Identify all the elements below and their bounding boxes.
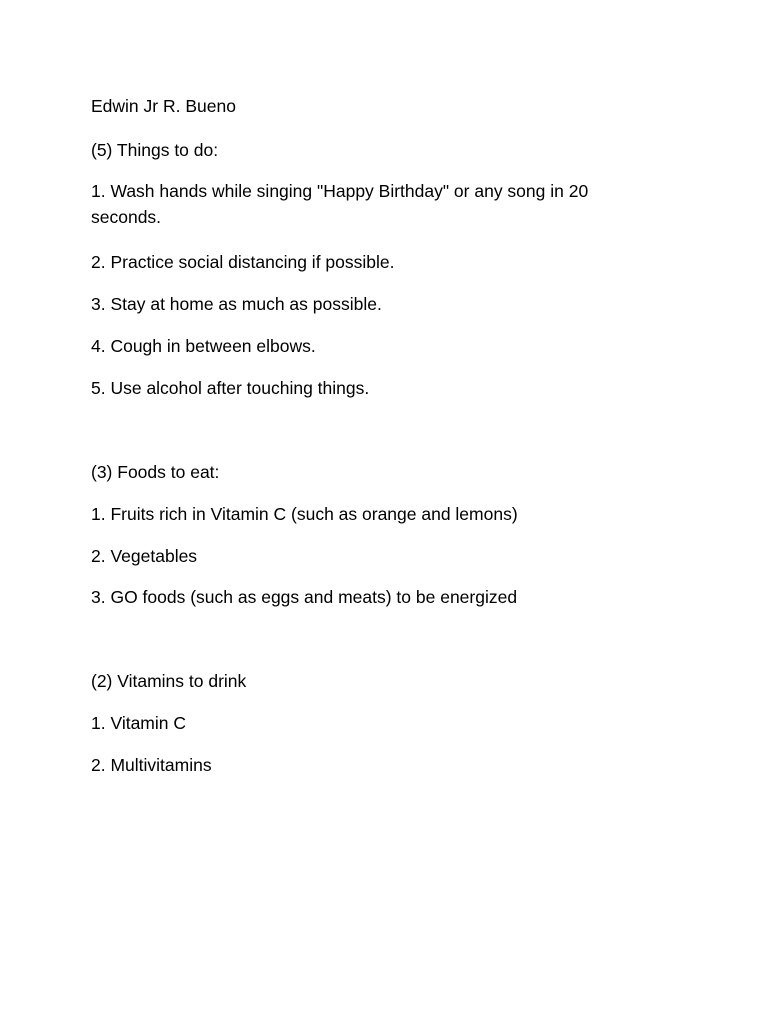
list-item: 3. GO foods (such as eggs and meats) to be energized xyxy=(91,587,518,607)
author-name: Edwin Jr R. Bueno xyxy=(91,96,236,116)
list-item: 4. Cough in between elbows. xyxy=(91,336,316,356)
list-item: 5. Use alcohol after touching things. xyxy=(91,378,370,398)
list-item: 2. Multivitamins xyxy=(91,755,212,775)
section-heading-foods-to-eat: (3) Foods to eat: xyxy=(91,462,220,482)
section-heading-things-to-do: (5) Things to do: xyxy=(91,140,219,160)
section-heading-vitamins-to-drink: (2) Vitamins to drink xyxy=(91,671,247,691)
list-item: 3. Stay at home as much as possible. xyxy=(91,294,382,314)
list-item: 1. Wash hands while singing "Happy Birthday" or any song in 20 seconds. xyxy=(91,181,589,227)
list-item: 1. Vitamin C xyxy=(91,713,186,733)
list-item: 2. Vegetables xyxy=(91,546,198,566)
list-item: 2. Practice social distancing if possible. xyxy=(91,252,395,272)
list-item: 1. Fruits rich in Vitamin C (such as orange and lemons) xyxy=(91,504,518,524)
